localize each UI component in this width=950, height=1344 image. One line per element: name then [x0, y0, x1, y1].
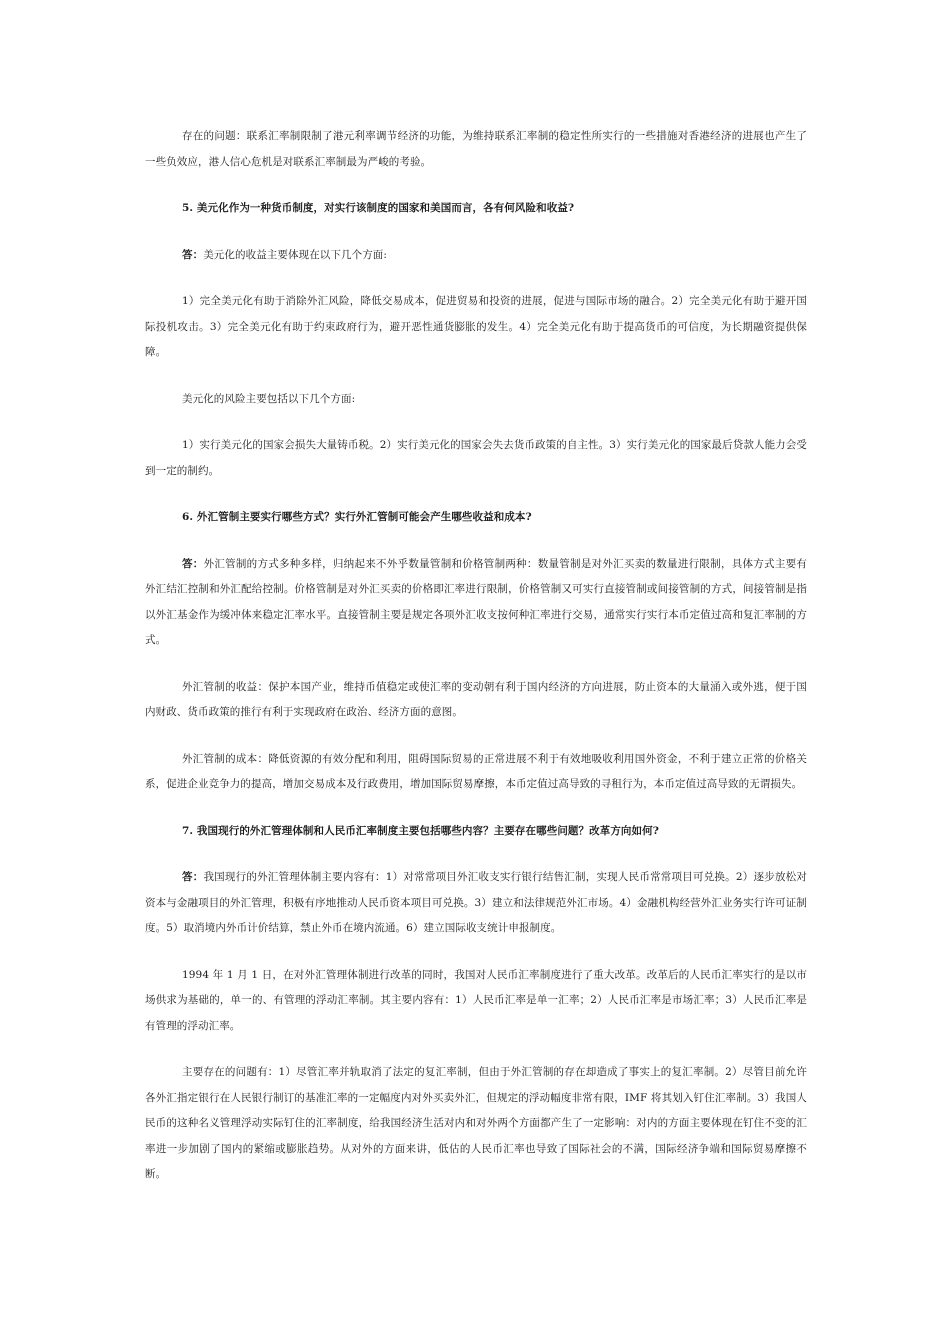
answer-text: 美元化的收益主要体现在以下几个方面: [203, 248, 388, 261]
paragraph-dollarization-risks-intro: 美元化的风险主要包括以下几个方面: [182, 392, 356, 405]
answer-5-intro [145, 243, 807, 269]
answer-label: 答： [182, 871, 204, 883]
answer-label: 答： [182, 248, 204, 261]
paragraph-dollarization-risks: 1）实行美元化的国家会损失大量铸币税。2）实行美元化的国家会失去货币政策的自主性。3）实行美元化的国家最后贷款人能力会受到一定的制约。 [145, 439, 807, 477]
question-6-heading: 6. 外汇管制主要实行哪些方式？实行外汇管制可能会产生哪些收益和成本? [182, 511, 532, 523]
answer-text: 我国现行的外汇管理体制主要内容有：1）对常常项目外汇收支实行银行结售汇制，实现人民币常常项目可兑换。2）逐步放松对资本与金融项目的外汇管理，积极有序地推动人民币资本项目可兑换。3）建立和法律规范外汇市场。4）金融机构经营外汇业务实行许可证制度。5）取消境内外币计价结算，禁止外币在境内流通。6）建立国际收支统计申报制度。 [145, 871, 807, 934]
paragraph-control-benefits: 外汇管制的收益：保护本国产业，维持币值稳定或使汇率的变动朝有利于国内经济的方向进展，防止资本的大量涌入或外逃，便于国内财政、货币政策的推行有利于实现政府在政治、经济方面的意图。 [145, 680, 807, 718]
answer-label: 答： [182, 557, 204, 570]
answer-text: 外汇管制的方式多种多样，归纳起来不外乎数量管制和价格管制两种：数量管制是对外汇买卖的数量进行限制，具体方式主要有外汇结汇控制和外汇配给控制。价格管制是对外汇买卖的价格即汇率进行限制，价格管制又可实行直接管制或间接管制的方式，间接管制是指以外汇基金作为缓冲体来稳定汇率水平。直接管制主要是规定各项外汇收支按何种汇率进行交易，通常实行实行本币定值过高和复汇率制的方式。 [145, 557, 807, 646]
paragraph-hk-peg-problems: 存在的问题：联系汇率制限制了港元利率调节经济的功能，为维持联系汇率制的稳定性所实行的一些措施对香港经济的进展也产生了一些负效应，港人信心危机是对联系汇率制最为严峻的考验。 [145, 130, 807, 168]
question-5-heading: 5. 美元化作为一种货币制度，对实行该制度的国家和美国而言，各有何风险和收益? [182, 202, 575, 214]
answer-7-system [145, 865, 807, 942]
answer-6-methods [145, 552, 807, 654]
question-7-heading: 7. 我国现行的外汇管理体制和人民币汇率制度主要包括哪些内容？主要存在哪些问题？改革方向如何? [182, 824, 659, 837]
paragraph-control-costs: 外汇管制的成本：降低资源的有效分配和利用，阻碍国际贸易的正常进展不利于有效地吸收利用国外资金，不利于建立正常的价格关系，促进企业竞争力的提高，增加交易成本及行政费用，增加国际贸易摩擦，本币定值过高导致的寻租行为，本币定值过高导致的无谓损失。 [145, 752, 807, 790]
paragraph-main-problems: 主要存在的问题有：1）尽管汇率并轨取消了法定的复汇率制，但由于外汇管制的存在却造成了事实上的复汇率制。2）尽管目前允许各外汇指定银行在人民银行制订的基准汇率的一定幅度内对外买卖外汇，但规定的浮动幅度非常有限，IMF 将其划入钉住汇率制。3）我国人民币的这种名义管理浮动实际钉住的汇率制度，给我国经济生活对内和对外两个方面都产生了一定影响：对内的方面主要体现在钉住不变的汇率进一步加剧了国内的紧缩或膨胀趋势。从对外的方面来讲，低估的人民币汇率也导致了国际社会的不满，国际经济争端和国际贸易摩擦不断。 [145, 1066, 807, 1180]
paragraph-1994-reform: 1994 年 1 月 1 日，在对外汇管理体制进行改革的同时，我国对人民币汇率制度进行了重大改革。改革后的人民币汇率实行的是以市场供求为基础的，单一的、有管理的浮动汇率制。其主要内容有：1）人民币汇率是单一汇率；2）人民币汇率是市场汇率；3）人民币汇率是有管理的浮动汇率。 [145, 968, 807, 1032]
document-body [145, 124, 807, 1209]
paragraph-dollarization-benefits: 1）完全美元化有助于消除外汇风险，降低交易成本，促进贸易和投资的进展，促进与国际市场的融合。2）完全美元化有助于避开国际投机攻击。3）完全美元化有助于约束政府行为，避开恶性通货膨胀的发生。4）完全美元化有助于提高货币的可信度，为长期融资提供保障。 [145, 295, 807, 358]
